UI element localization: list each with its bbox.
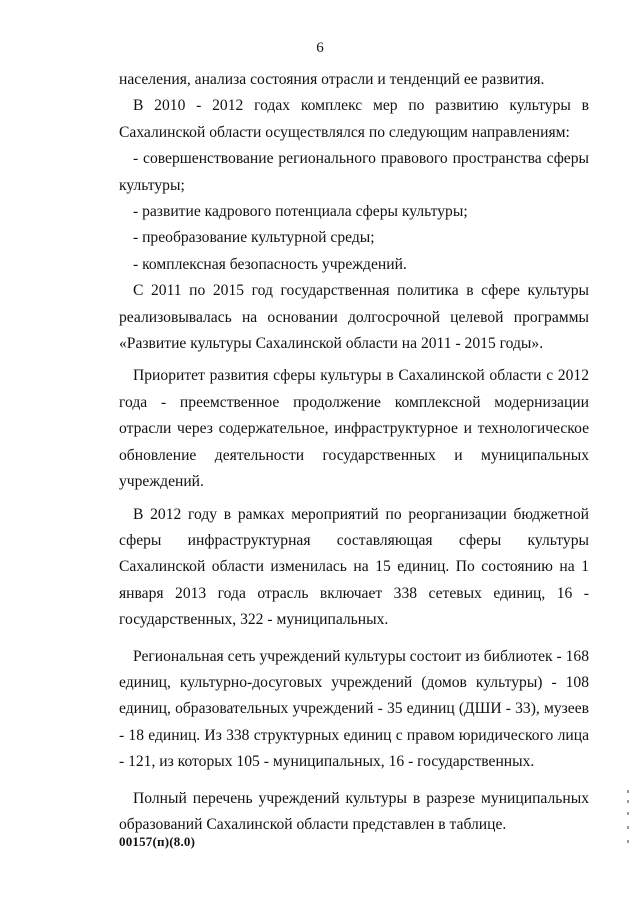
paragraph-full-list: Полный перечень учреждений культуры в разрезе муниципальных образований Сахалинской области представлен в таблице. bbox=[119, 789, 589, 833]
page-number: 6 bbox=[316, 40, 324, 56]
margin-mark bbox=[627, 812, 629, 815]
list-item-cultural-environment: - преобразование культурной среды; bbox=[133, 229, 375, 247]
paragraph-priority: Приоритет развития сферы культуры в Сахалинской области с 2012 года - преемственное продолжение комплексной модернизации отрасли через содержательное, инфраструктурное и технологическое обновление деятельности государственных и муниципальных учреждений. bbox=[119, 367, 589, 491]
paragraph-reorganization: В 2012 году в рамках мероприятий по реорганизации бюджетной сферы инфраструктурная составляющая сферы культуры Сахалинской области изменилась на 15 единиц. По состоянию на 1 января 2013 года отрасль включает 338 сетевых единиц, 16 - государственных, 322 - муниципальных. bbox=[119, 505, 589, 629]
document-body bbox=[119, 67, 589, 838]
paragraph-regional-network: Региональная сеть учреждений культуры состоит из библиотек - 168 единиц, культурно-досуговых учреждений (домов культуры) - 108 единиц, образовательных учреждений - 35 единиц (ДШИ - 33), музеев - 18 единиц. Из 338 структурных единиц с правом юридического лица - 121, из которых 105 - муниципальных, 16 - государственных. bbox=[119, 647, 589, 771]
margin-mark bbox=[627, 840, 629, 843]
margin-mark bbox=[627, 790, 629, 793]
list-item-security: - комплексная безопасность учреждений. bbox=[133, 255, 407, 273]
document-code: 00157(п)(8.0) bbox=[119, 834, 196, 849]
margin-mark bbox=[627, 800, 629, 803]
paragraph-state-policy: С 2011 по 2015 год государственная политика в сфере культуры реализовывалась на основании долгосрочной целевой программы «Развитие культуры Сахалинской области на 2011 - 2015 годы». bbox=[119, 282, 589, 353]
paragraph-directions-intro: В 2010 - 2012 годах комплекс мер по развитию культуры в Сахалинской области осуществлялся по следующим направлениям: bbox=[119, 97, 589, 141]
margin-mark bbox=[627, 826, 629, 829]
list-item-personnel: - развитие кадрового потенциала сферы культуры; bbox=[133, 203, 468, 221]
list-item-legal-space: - совершенствование регионального правового пространства сферы культуры; bbox=[119, 150, 589, 194]
paragraph-continuation: населения, анализа состояния отрасли и тенденций ее развития. bbox=[119, 71, 545, 88]
